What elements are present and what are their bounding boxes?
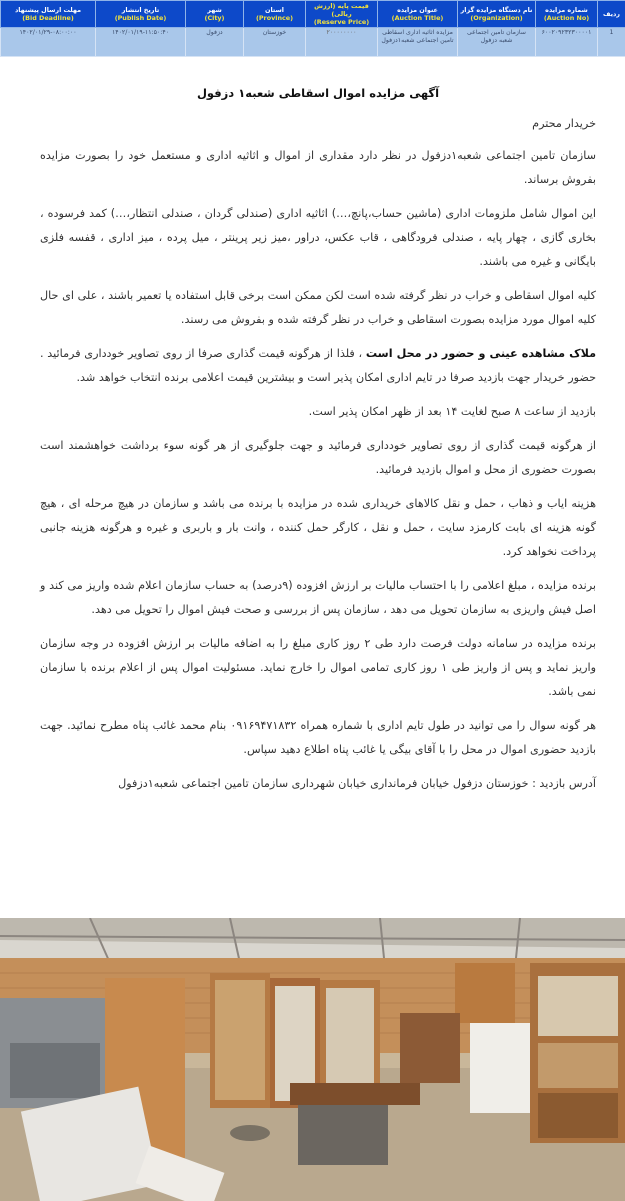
header-publish-date: تاریخ انتشار (Publish Date) — [96, 1, 186, 28]
notice-inspection-rest: ، فلذا از هرگونه قیمت گذاری صرفا از روی تصاویر خودداری فرمائید . حضور خریدار جهت بازدید صرفا در تایم اداری امکان پذیر است و بیشترین قیمت اعلامی برنده انتخاب خواهد شد. — [40, 347, 596, 384]
notice-paragraph-condition: کلیه اموال اسقاطی و خراب در نظر گرفته شده است لکن ممکن است برخی قابل استفاده یا تعمیر باشند ، علی ای حال کلیه اموال مورد مزایده بصورت اسقاطی و خراب در نظر گرفته شده و بفروش می رسند. — [40, 289, 596, 326]
notice-title: آگهی مزایده اموال اسقاطی شعبه۱ دزفول — [196, 86, 440, 100]
cell-publish-date: ۱۴۰۲/۰۱/۱۹-۱۱:۵۰:۴۰ — [96, 28, 186, 57]
cell-index: 1 — [598, 28, 625, 57]
notice-paragraph-hours: بازدید از ساعت ۸ صبح لغایت ۱۴ بعد از ظهر امکان پذیر است. — [308, 405, 596, 418]
notice-paragraph-pricing: از هرگونه قیمت گذاری از روی تصاویر خودداری فرمائید و جهت جلوگیری از هر گونه سوء برداشت خواهشمند است بصورت حضوری از محل و اموال بازدید فرمائید. — [40, 439, 596, 476]
notice-paragraph-address: آدرس بازدید : خوزستان دزفول خیابان فرمانداری خیابان شهرداری سازمان تامین اجتماعی شعبه۱دزفول — [118, 777, 596, 790]
header-title: عنوان مزایده (Auction Title) — [378, 1, 458, 28]
header-price: قیمت پایه (ارزش ریالی) (Reserve Price) — [306, 1, 378, 28]
cell-title[interactable]: مزایده اثاثیه اداری اسقاطی تامین اجتماعی شعبه۱دزفول — [378, 28, 458, 57]
header-province: استان (Province) — [244, 1, 306, 28]
cell-price: ۲۰۰۰۰۰۰۰۰ — [306, 28, 378, 57]
header-organization: نام دستگاه مزایده گزار (Organization) — [458, 1, 536, 28]
auction-table — [0, 0, 625, 57]
auction-notice — [40, 66, 596, 806]
header-city: شهر (City) — [186, 1, 244, 28]
notice-greeting: خریدار محترم — [532, 117, 596, 130]
header-deadline: مهلت ارسال پیشنهاد (Bid Deadline) — [1, 1, 96, 28]
notice-emphasis: ملاک مشاهده عینی و حضور در محل است — [365, 347, 597, 360]
notice-paragraph-intro: سازمان تامین اجتماعی شعبه۱دزفول در نظر دارد مقداری از اموال و اثاثیه اداری و مستعمل خود را بصورت مزایده بفروش برساند. — [40, 149, 596, 186]
notice-paragraph-items: این اموال شامل ملزومات اداری (ماشین حساب،پانچ،…) اثاثیه اداری (صندلی گردان ، صندلی انتظار،…) کمد فرسوده ، بخاری گازی ، چهار پایه ، صندلی فرودگاهی ، قاب عکس، دراور ،میز زیر پرینتر ، میل پرده ، میز اداری ، قفسه فلزی بایگانی و غیره می باشند. — [40, 207, 596, 268]
cell-province: خوزستان — [244, 28, 306, 57]
header-index: ردیف — [598, 1, 625, 28]
cell-auction-no: ۶۰۰۲۰۹۲۳۲۳۰۰۰۰۱ — [536, 28, 598, 57]
auction-info-table — [0, 0, 625, 51]
notice-paragraph-inspection — [40, 342, 596, 390]
header-auction-no: شماره مزایده (Auction No) — [536, 1, 598, 28]
table-row[interactable] — [1, 28, 625, 57]
notice-paragraph-contact: هر گونه سوال را می توانید در طول تایم اداری با شماره همراه ۰۹۱۶۹۴۷۱۸۳۲ بنام محمد غائب پناه مطرح نمائید. جهت بازدید حضوری اموال در محل را با آقای بیگی یا غائب پناه اطلاع دهید سپاس. — [40, 719, 596, 756]
cell-organization: سازمان تامین اجتماعی شعبه دزفول — [458, 28, 536, 57]
notice-paragraph-payment: برنده مزایده ، مبلغ اعلامی را با احتساب مالیات بر ارزش افزوده (۹درصد) به حساب سازمان اعلام شده واریز می کند و اصل فیش واریزی به سازمان تحویل می دهد ، سازمان پس از بررسی و صحت فیش اموال را تحویل می دهد. — [40, 579, 596, 616]
table-header-row — [1, 1, 625, 28]
warehouse-photo — [0, 918, 625, 1201]
cell-deadline: ۱۴۰۲/۰۱/۲۹-۰۸:۰۰:۰۰ — [1, 28, 96, 57]
warehouse-furniture-image — [0, 918, 625, 1201]
cell-city: دزفول — [186, 28, 244, 57]
notice-paragraph-transport: هزینه ایاب و ذهاب ، حمل و نقل کالاهای خریداری شده در مزایده با برنده می باشد و سازمان در هیچ مرحله ای ، هیچ گونه هزینه ای بابت کارمزد سایت ، حمل و نقل ، کارگر حمل کننده ، وانت بار و باربری و غیره و هرگونه هزینه جانبی پرداخت نخواهد کرد. — [40, 497, 596, 558]
notice-paragraph-deadline: برنده مزایده در سامانه دولت فرصت دارد طی ۲ روز کاری مبلغ را به اضافه مالیات بر ارزش افزوده در وجه سازمان واریز نماید و پس از واریز طی ۱ روز کاری تمامی اموال را خارج نماید. مسئولیت اموال پس از اعلام برنده با سازمان نمی باشد. — [40, 637, 596, 698]
